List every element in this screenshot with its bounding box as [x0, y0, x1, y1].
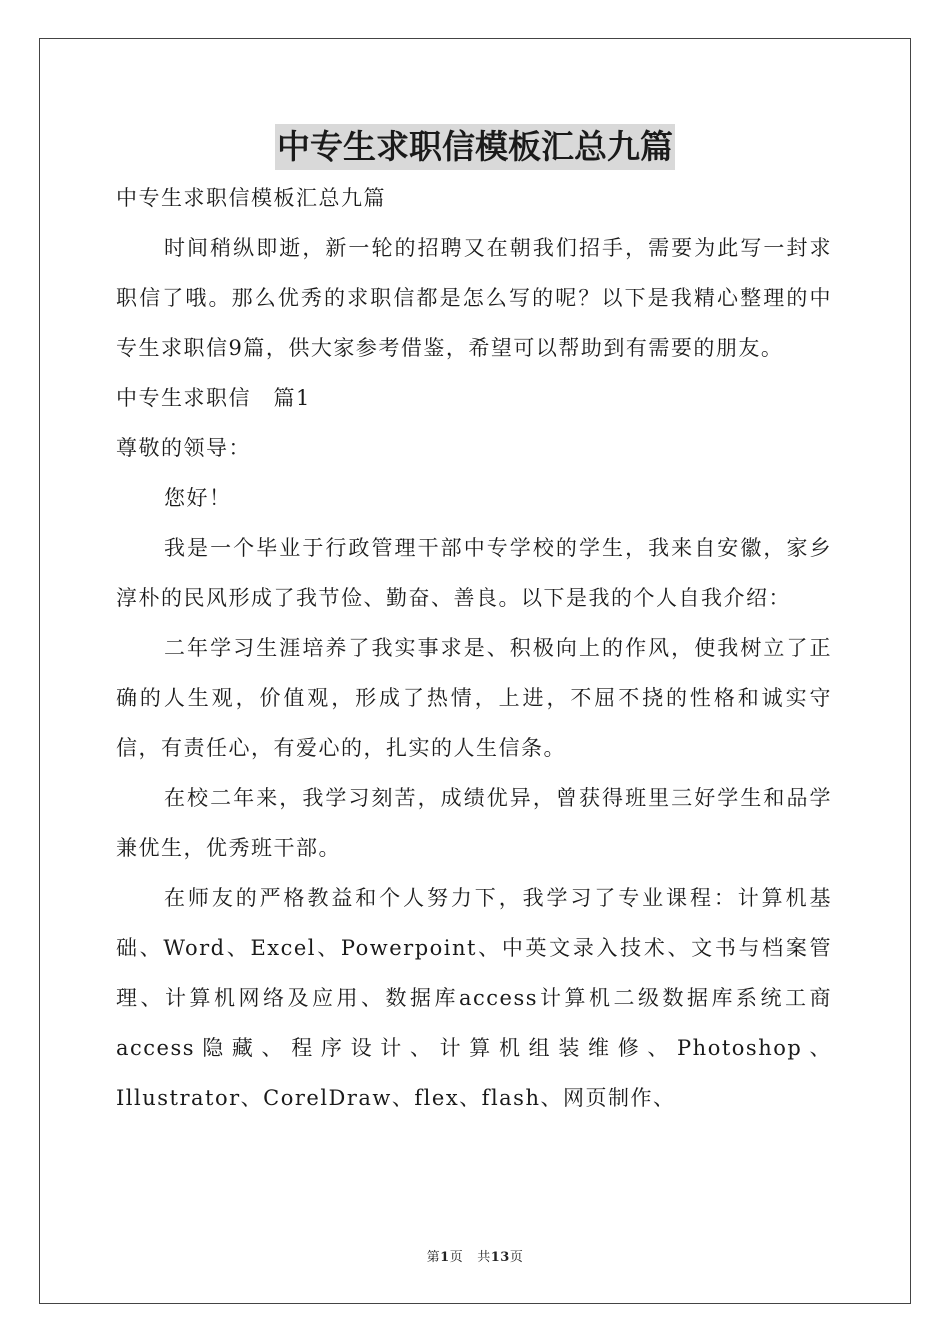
body-paragraph: 在师友的严格教益和个人努力下，我学习了专业课程：计算机基础、Word、Excel、Powerpoint、中英文录入技术、文书与档案管理、计算机网络及应用、数据库access计算机二级数据库系统工商access隐藏、程序设计、计算机组装维修、Photoshop、Illustrator、CorelDraw、flex、flash、网页制作、: [116, 886, 832, 1110]
subtitle-paragraph: 中专生求职信模板汇总九篇: [116, 186, 386, 210]
intro-paragraph: 时间稍纵即逝，新一轮的招聘又在朝我们招手，需要为此写一封求职信了哦。那么优秀的求职信都是怎么写的呢？以下是我精心整理的中专生求职信9篇，供大家参考借鉴，希望可以帮助到有需要的朋友。: [116, 236, 832, 360]
page-footer: [0, 1246, 950, 1265]
greeting: 您好！: [164, 486, 232, 510]
document-title: 中专生求职信模板汇总九篇: [275, 124, 675, 170]
footer-total-suffix: 页: [509, 1250, 524, 1265]
body-paragraph: 二年学习生涯培养了我实事求是、积极向上的作风，使我树立了正确的人生观，价值观，形成了热情，上进，不屈不挠的性格和诚实守信，有责任心，有爱心的，扎实的人生信条。: [116, 636, 832, 760]
footer-total-prefix: 共: [477, 1250, 491, 1265]
footer-page-number: 1: [440, 1250, 450, 1265]
body-paragraph: 在校二年来，我学习刻苦，成绩优异，曾获得班里三好学生和品学兼优生，优秀班干部。: [116, 786, 832, 860]
footer-page-prefix: 第: [426, 1250, 441, 1265]
document-body: [116, 173, 832, 1123]
footer-total-pages: 13: [490, 1250, 510, 1265]
section-heading: 中专生求职信 篇1: [116, 386, 311, 410]
body-paragraph: 我是一个毕业于行政管理干部中专学校的学生，我来自安徽，家乡淳朴的民风形成了我节俭、勤奋、善良。以下是我的个人自我介绍：: [116, 536, 832, 610]
footer-page-suffix: 页: [449, 1250, 464, 1265]
title-container: [0, 124, 950, 170]
salutation: 尊敬的领导：: [116, 436, 251, 460]
